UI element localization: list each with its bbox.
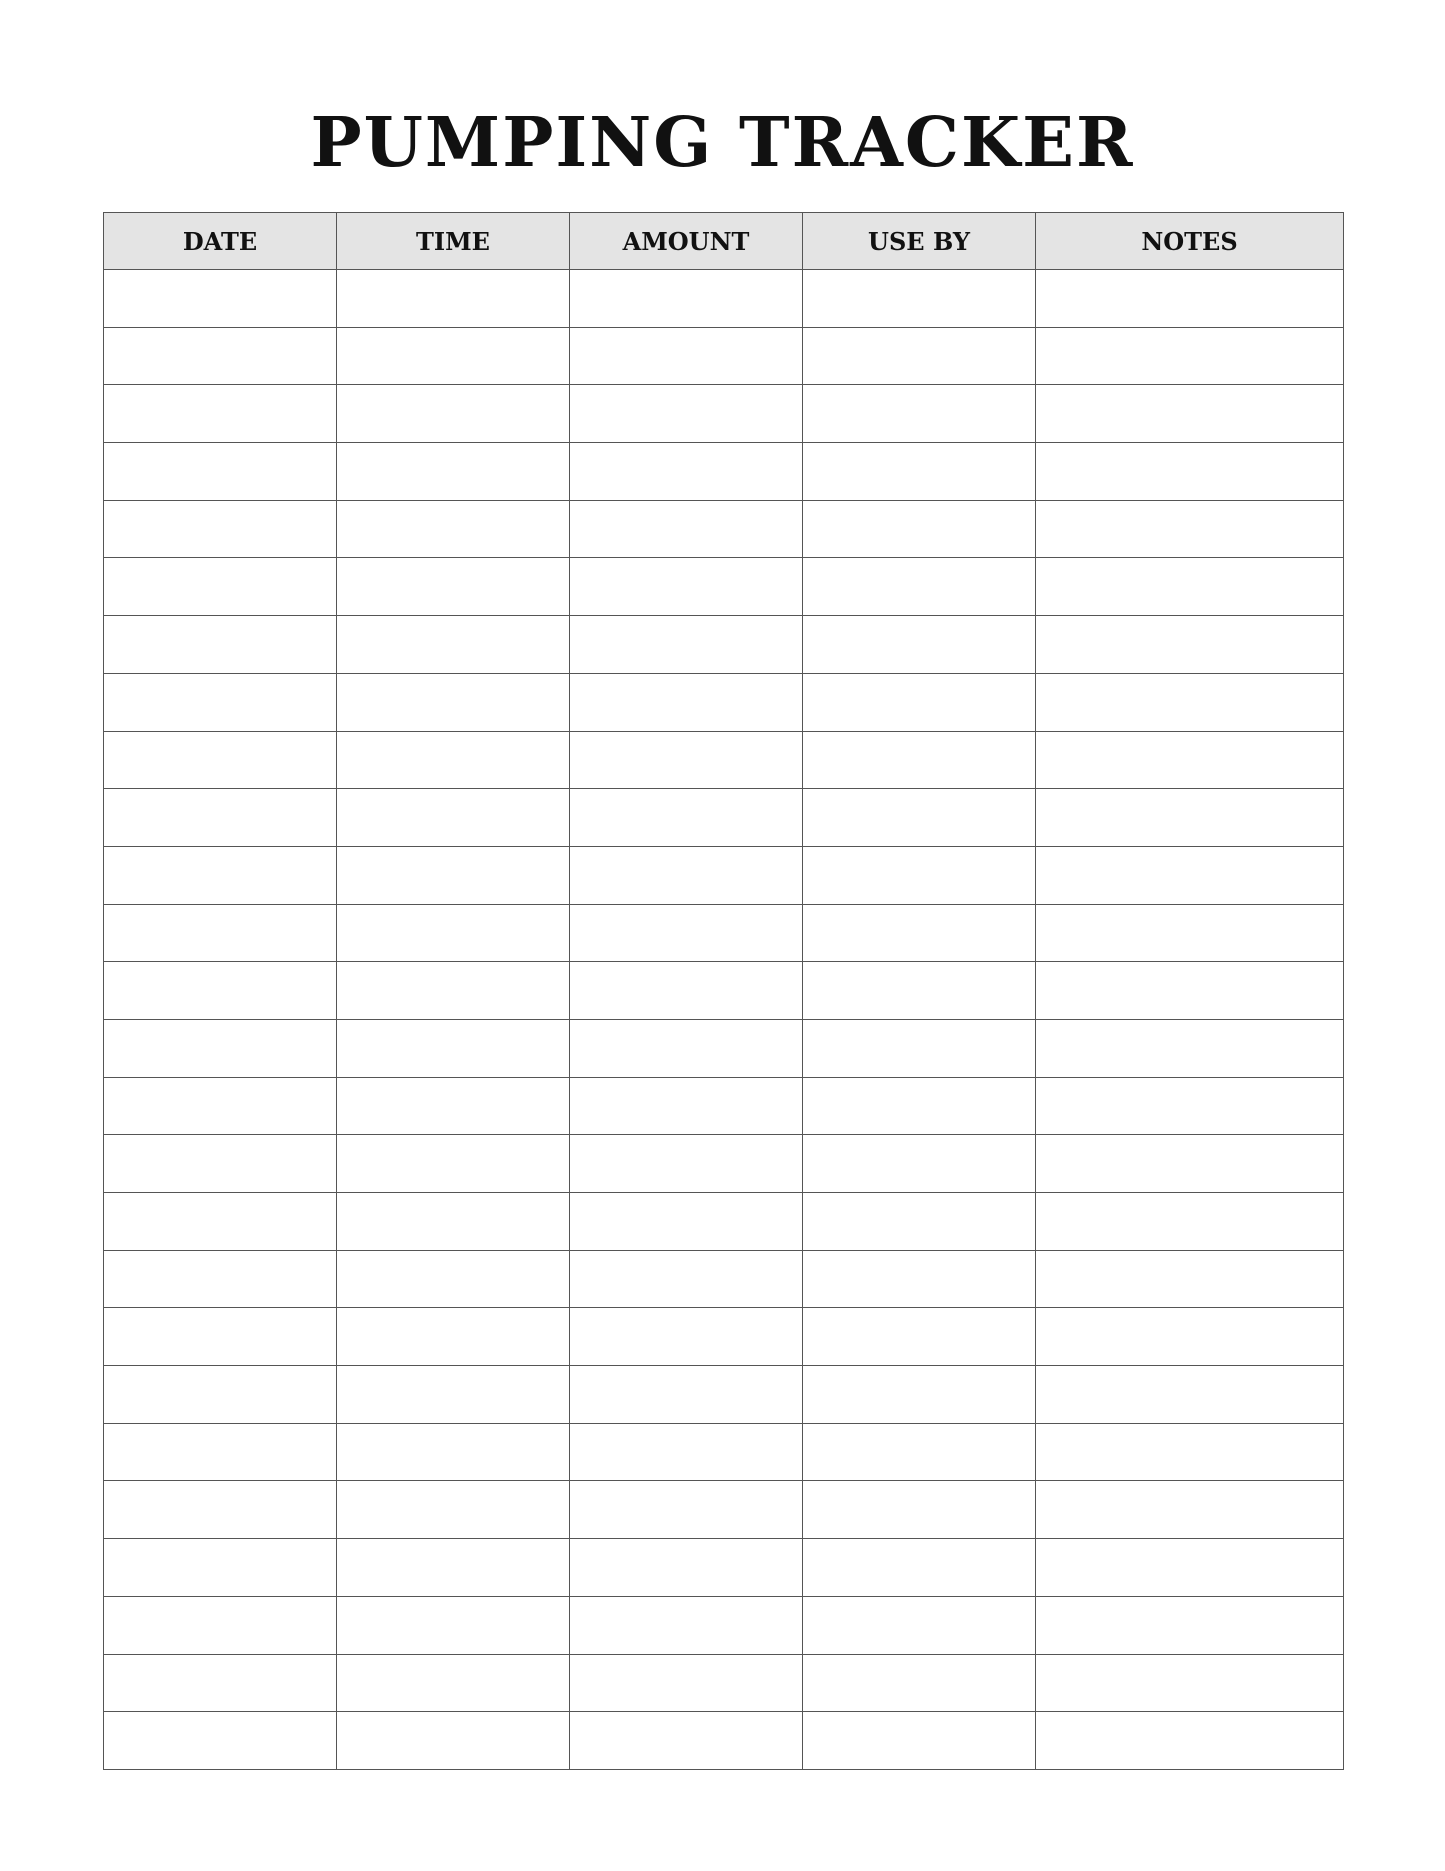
- cell-notes[interactable]: [1036, 962, 1344, 1020]
- cell-use-by[interactable]: [803, 1019, 1036, 1077]
- cell-use-by[interactable]: [803, 1423, 1036, 1481]
- cell-use-by[interactable]: [803, 1596, 1036, 1654]
- table-row: [104, 443, 1344, 501]
- cell-time[interactable]: [337, 789, 570, 847]
- cell-date[interactable]: [104, 962, 337, 1020]
- cell-amount[interactable]: [570, 1654, 803, 1712]
- cell-amount[interactable]: [570, 1250, 803, 1308]
- column-header-amount: AMOUNT: [570, 213, 803, 270]
- cell-notes[interactable]: [1036, 558, 1344, 616]
- cell-notes[interactable]: [1036, 1077, 1344, 1135]
- cell-notes[interactable]: [1036, 846, 1344, 904]
- cell-amount[interactable]: [570, 1481, 803, 1539]
- cell-date[interactable]: [104, 1596, 337, 1654]
- cell-amount[interactable]: [570, 1539, 803, 1597]
- cell-amount[interactable]: [570, 270, 803, 328]
- column-header-date: DATE: [104, 213, 337, 270]
- cell-date[interactable]: [104, 616, 337, 674]
- cell-time[interactable]: [337, 1135, 570, 1193]
- table-row: [104, 1250, 1344, 1308]
- cell-amount[interactable]: [570, 789, 803, 847]
- cell-time[interactable]: [337, 1654, 570, 1712]
- cell-amount[interactable]: [570, 327, 803, 385]
- page-title: PUMPING TRACKER: [310, 103, 1135, 183]
- cell-notes[interactable]: [1036, 385, 1344, 443]
- cell-time[interactable]: [337, 443, 570, 501]
- cell-date[interactable]: [104, 1654, 337, 1712]
- table-row: [104, 1481, 1344, 1539]
- cell-amount[interactable]: [570, 1712, 803, 1770]
- cell-use-by[interactable]: [803, 1481, 1036, 1539]
- cell-notes[interactable]: [1036, 327, 1344, 385]
- table-row: [104, 1596, 1344, 1654]
- cell-use-by[interactable]: [803, 327, 1036, 385]
- cell-amount[interactable]: [570, 443, 803, 501]
- table-row: [104, 558, 1344, 616]
- table-row: [104, 1193, 1344, 1251]
- table-row: [104, 731, 1344, 789]
- cell-use-by[interactable]: [803, 1193, 1036, 1251]
- cell-amount[interactable]: [570, 1193, 803, 1251]
- table-row: [104, 846, 1344, 904]
- cell-amount[interactable]: [570, 500, 803, 558]
- cell-notes[interactable]: [1036, 1366, 1344, 1424]
- cell-use-by[interactable]: [803, 673, 1036, 731]
- table-row: [104, 962, 1344, 1020]
- cell-time[interactable]: [337, 327, 570, 385]
- cell-notes[interactable]: [1036, 673, 1344, 731]
- cell-amount[interactable]: [570, 558, 803, 616]
- cell-date[interactable]: [104, 443, 337, 501]
- cell-notes[interactable]: [1036, 1250, 1344, 1308]
- cell-use-by[interactable]: [803, 731, 1036, 789]
- cell-time[interactable]: [337, 846, 570, 904]
- cell-date[interactable]: [104, 731, 337, 789]
- cell-time[interactable]: [337, 558, 570, 616]
- cell-amount[interactable]: [570, 1366, 803, 1424]
- cell-time[interactable]: [337, 1712, 570, 1770]
- cell-time[interactable]: [337, 1481, 570, 1539]
- cell-use-by[interactable]: [803, 789, 1036, 847]
- cell-amount[interactable]: [570, 962, 803, 1020]
- cell-use-by[interactable]: [803, 270, 1036, 328]
- cell-date[interactable]: [104, 1712, 337, 1770]
- cell-use-by[interactable]: [803, 1308, 1036, 1366]
- cell-notes[interactable]: [1036, 500, 1344, 558]
- cell-notes[interactable]: [1036, 731, 1344, 789]
- cell-date[interactable]: [104, 270, 337, 328]
- cell-date[interactable]: [104, 1539, 337, 1597]
- cell-use-by[interactable]: [803, 558, 1036, 616]
- cell-notes[interactable]: [1036, 1654, 1344, 1712]
- cell-date[interactable]: [104, 1366, 337, 1424]
- cell-time[interactable]: [337, 616, 570, 674]
- cell-notes[interactable]: [1036, 443, 1344, 501]
- cell-date[interactable]: [104, 673, 337, 731]
- cell-time[interactable]: [337, 1193, 570, 1251]
- cell-notes[interactable]: [1036, 904, 1344, 962]
- column-header-time: TIME: [337, 213, 570, 270]
- table-row: [104, 1366, 1344, 1424]
- cell-use-by[interactable]: [803, 1250, 1036, 1308]
- cell-use-by[interactable]: [803, 1539, 1036, 1597]
- table-row: [104, 500, 1344, 558]
- cell-date[interactable]: [104, 327, 337, 385]
- cell-time[interactable]: [337, 1308, 570, 1366]
- cell-amount[interactable]: [570, 385, 803, 443]
- cell-amount[interactable]: [570, 731, 803, 789]
- cell-use-by[interactable]: [803, 1654, 1036, 1712]
- table-row: [104, 1019, 1344, 1077]
- cell-use-by[interactable]: [803, 385, 1036, 443]
- cell-time[interactable]: [337, 904, 570, 962]
- cell-amount[interactable]: [570, 1596, 803, 1654]
- cell-amount[interactable]: [570, 1135, 803, 1193]
- cell-time[interactable]: [337, 1019, 570, 1077]
- table-header: [104, 213, 1344, 270]
- tracker-table: [103, 212, 1344, 1770]
- cell-use-by[interactable]: [803, 616, 1036, 674]
- cell-notes[interactable]: [1036, 1712, 1344, 1770]
- cell-date[interactable]: [104, 500, 337, 558]
- table-row: [104, 1539, 1344, 1597]
- cell-amount[interactable]: [570, 904, 803, 962]
- table-row: [104, 1712, 1344, 1770]
- cell-notes[interactable]: [1036, 270, 1344, 328]
- cell-time[interactable]: [337, 270, 570, 328]
- cell-time[interactable]: [337, 1366, 570, 1424]
- header-row: [104, 213, 1344, 270]
- cell-time[interactable]: [337, 500, 570, 558]
- cell-time[interactable]: [337, 1539, 570, 1597]
- cell-notes[interactable]: [1036, 616, 1344, 674]
- cell-date[interactable]: [104, 1423, 337, 1481]
- cell-use-by[interactable]: [803, 1366, 1036, 1424]
- cell-notes[interactable]: [1036, 1423, 1344, 1481]
- cell-notes[interactable]: [1036, 1539, 1344, 1597]
- cell-time[interactable]: [337, 385, 570, 443]
- cell-notes[interactable]: [1036, 789, 1344, 847]
- cell-notes[interactable]: [1036, 1019, 1344, 1077]
- cell-amount[interactable]: [570, 616, 803, 674]
- cell-date[interactable]: [104, 1135, 337, 1193]
- cell-notes[interactable]: [1036, 1135, 1344, 1193]
- cell-date[interactable]: [104, 846, 337, 904]
- cell-use-by[interactable]: [803, 1135, 1036, 1193]
- table-row: [104, 904, 1344, 962]
- table-row: [104, 270, 1344, 328]
- cell-date[interactable]: [104, 789, 337, 847]
- cell-use-by[interactable]: [803, 962, 1036, 1020]
- cell-time[interactable]: [337, 1423, 570, 1481]
- cell-amount[interactable]: [570, 1423, 803, 1481]
- table-row: [104, 327, 1344, 385]
- table-row: [104, 1135, 1344, 1193]
- cell-notes[interactable]: [1036, 1481, 1344, 1539]
- table-row: [104, 616, 1344, 674]
- cell-amount[interactable]: [570, 1308, 803, 1366]
- table-body: [104, 270, 1344, 1770]
- cell-date[interactable]: [104, 904, 337, 962]
- cell-amount[interactable]: [570, 1019, 803, 1077]
- column-header-use-by: USE BY: [803, 213, 1036, 270]
- cell-use-by[interactable]: [803, 443, 1036, 501]
- cell-time[interactable]: [337, 1077, 570, 1135]
- cell-date[interactable]: [104, 1019, 337, 1077]
- cell-date[interactable]: [104, 1077, 337, 1135]
- cell-date[interactable]: [104, 558, 337, 616]
- cell-use-by[interactable]: [803, 1077, 1036, 1135]
- table-row: [104, 673, 1344, 731]
- cell-time[interactable]: [337, 1596, 570, 1654]
- cell-amount[interactable]: [570, 846, 803, 904]
- cell-amount[interactable]: [570, 673, 803, 731]
- table-row: [104, 385, 1344, 443]
- table-row: [104, 1423, 1344, 1481]
- column-header-notes: NOTES: [1036, 213, 1344, 270]
- cell-use-by[interactable]: [803, 1712, 1036, 1770]
- table-row: [104, 1077, 1344, 1135]
- table-row: [104, 789, 1344, 847]
- cell-time[interactable]: [337, 673, 570, 731]
- cell-date[interactable]: [104, 1308, 337, 1366]
- cell-time[interactable]: [337, 962, 570, 1020]
- cell-date[interactable]: [104, 1250, 337, 1308]
- cell-use-by[interactable]: [803, 904, 1036, 962]
- cell-amount[interactable]: [570, 1077, 803, 1135]
- table-row: [104, 1308, 1344, 1366]
- cell-date[interactable]: [104, 385, 337, 443]
- cell-date[interactable]: [104, 1193, 337, 1251]
- cell-use-by[interactable]: [803, 500, 1036, 558]
- cell-use-by[interactable]: [803, 846, 1036, 904]
- cell-notes[interactable]: [1036, 1596, 1344, 1654]
- table-row: [104, 1654, 1344, 1712]
- cell-notes[interactable]: [1036, 1308, 1344, 1366]
- cell-date[interactable]: [104, 1481, 337, 1539]
- cell-time[interactable]: [337, 1250, 570, 1308]
- cell-time[interactable]: [337, 731, 570, 789]
- cell-notes[interactable]: [1036, 1193, 1344, 1251]
